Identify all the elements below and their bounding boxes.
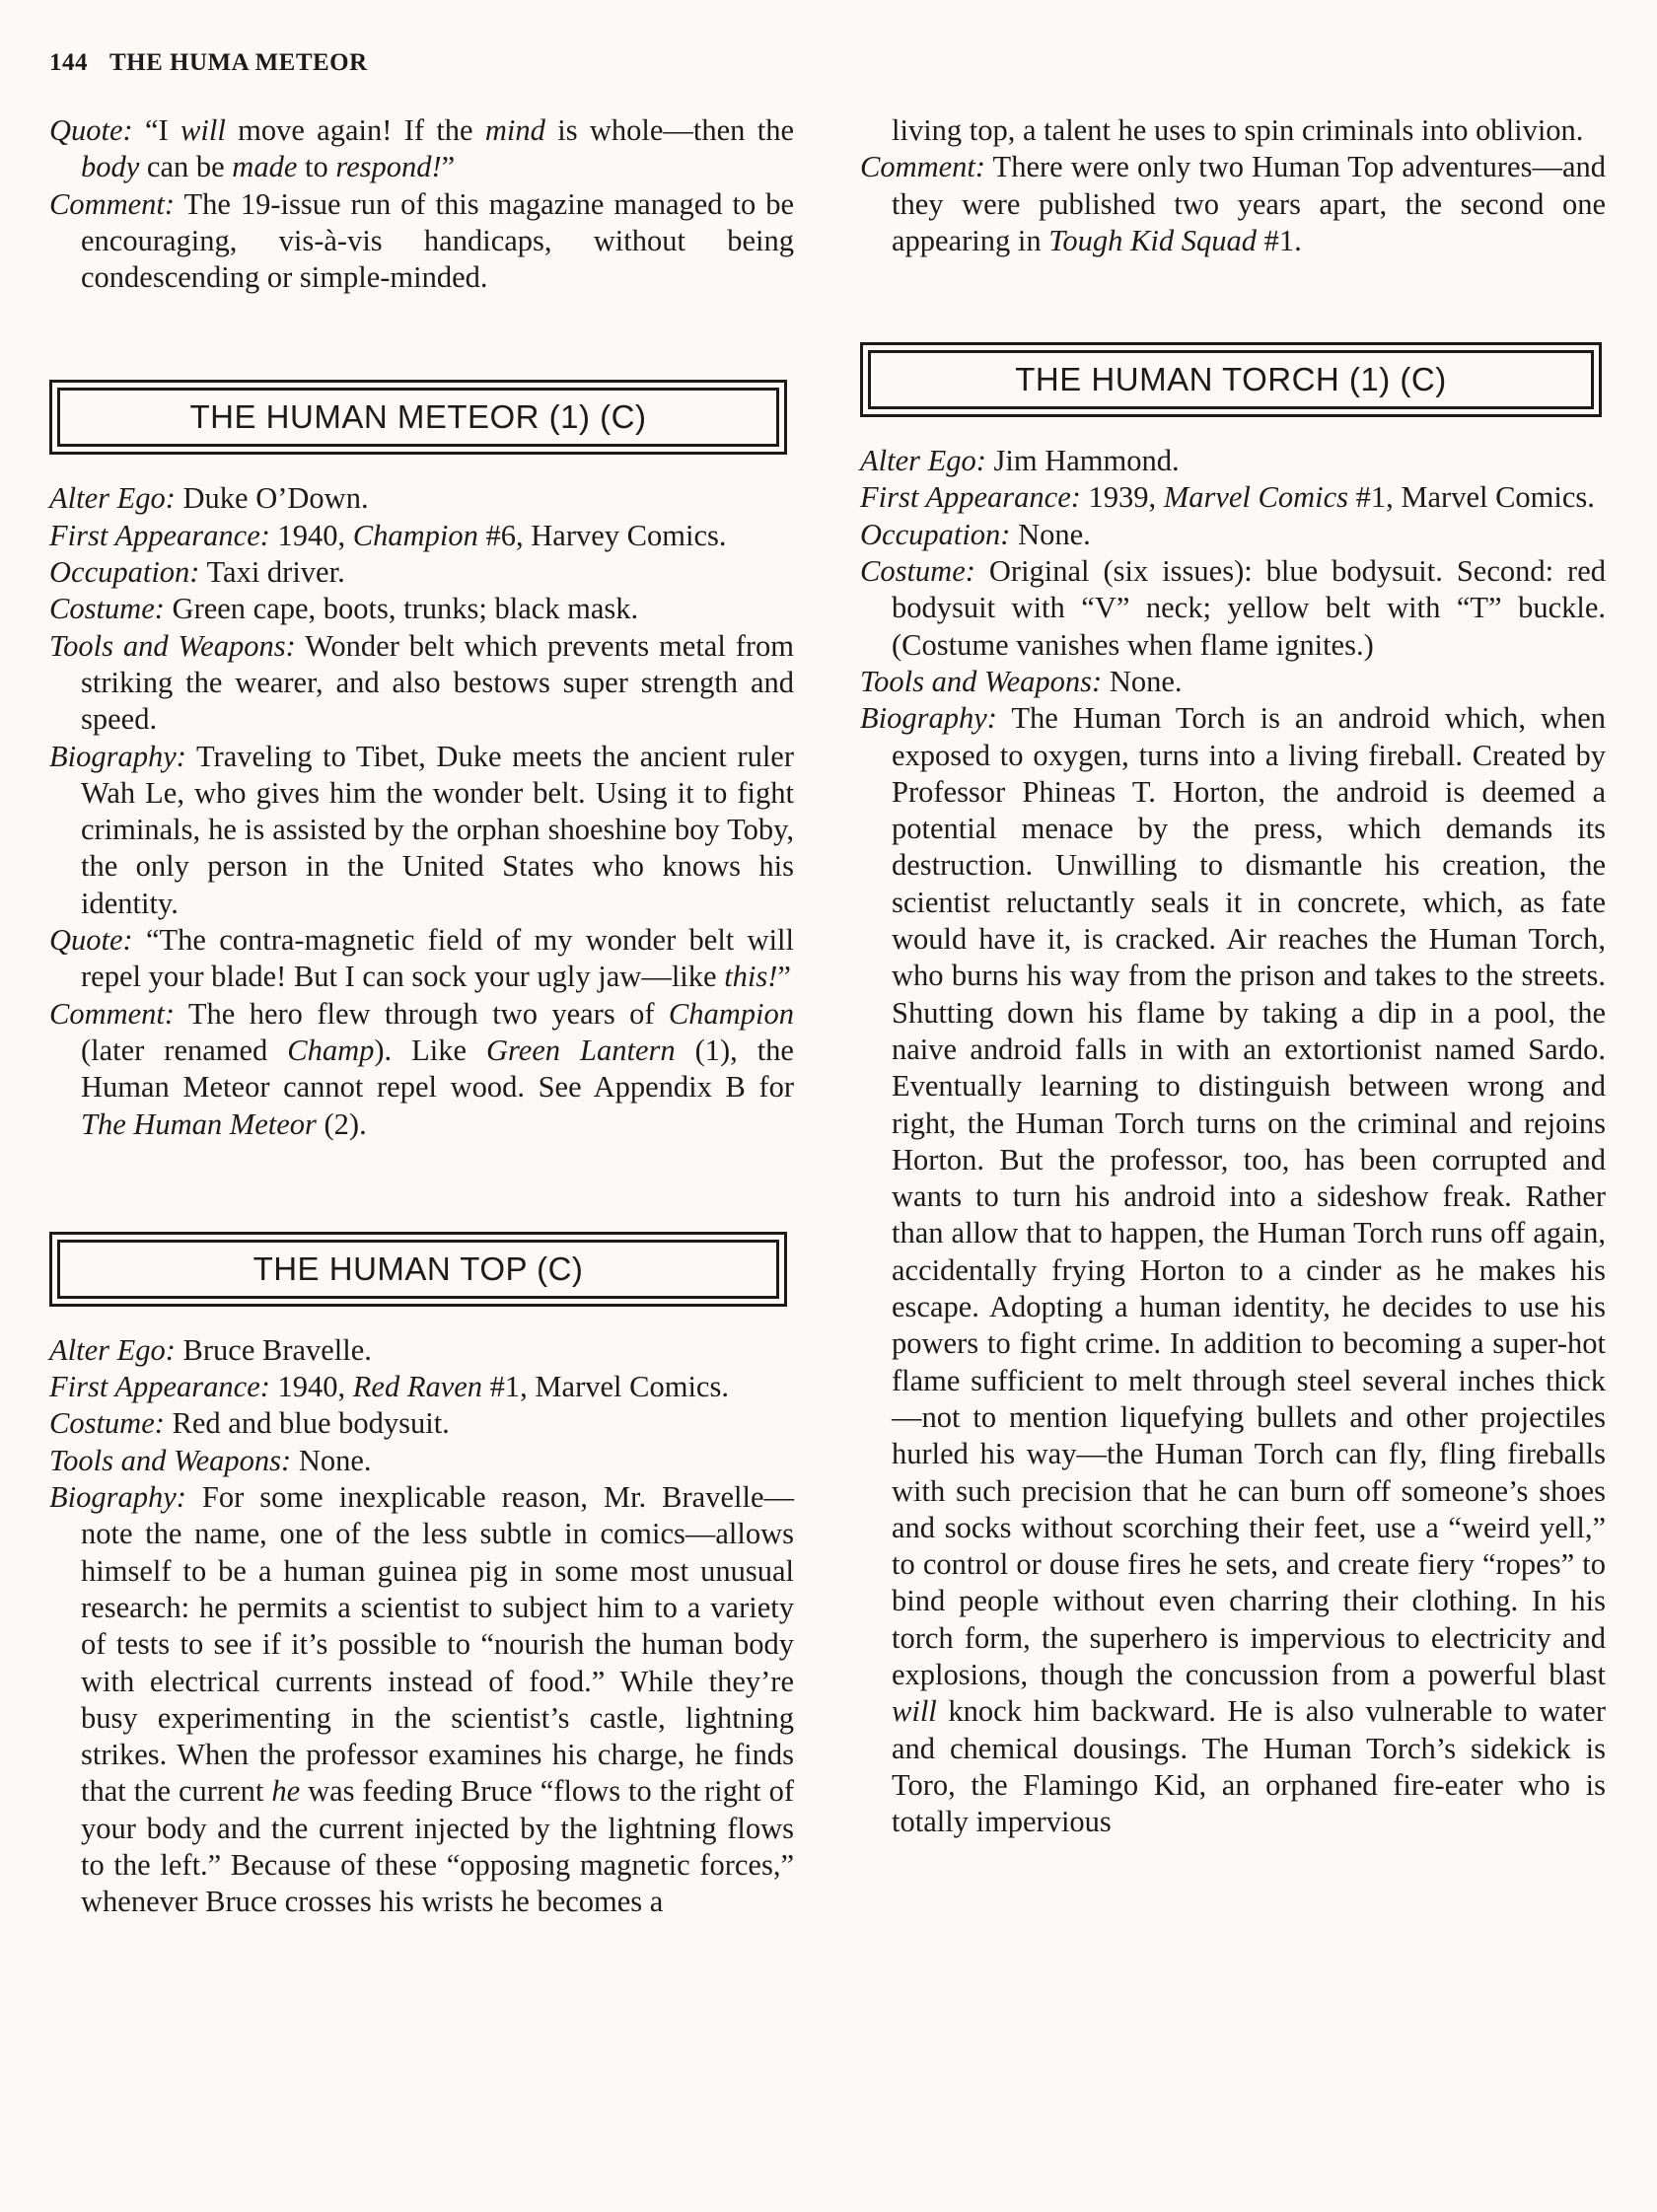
costume: Costume: Red and blue bodysuit. xyxy=(49,1406,450,1441)
section-heading: THE HUMAN TORCH (1) (C) xyxy=(868,350,1594,409)
human-torch-entry xyxy=(860,443,1606,1840)
field-label: Quote: xyxy=(49,113,133,147)
section-heading-box xyxy=(49,380,787,455)
paper-quote-entry: Quote: “I will move again! If the mind is whole—then the body can be made to respond!” xyxy=(49,113,794,184)
alter-ego: Alter Ego: Jim Hammond. xyxy=(860,444,1180,478)
running-title: THE HUMA METEOR xyxy=(109,49,368,76)
quote: Quote: “The contra-magnetic field of my wonder belt will repel your blade! But I can sock your ugly jaw—like this!” xyxy=(49,923,794,994)
occupation: Occupation: Taxi driver. xyxy=(49,555,345,590)
comment: Comment: There were only two Human Top adventures—and they were published two years apart, the second one appearing in Tough Kid Squad #1. xyxy=(860,150,1606,257)
page-number: 144 xyxy=(49,49,88,76)
running-head xyxy=(49,49,368,77)
human-meteor-entry xyxy=(49,480,794,1142)
comment-entry: Comment: The 19-issue run of this magazine managed to be encouraging, vis-à-vis handicaps, without being condescending or simple-minded. xyxy=(49,186,794,295)
section-heading-box xyxy=(49,1232,787,1307)
section-heading-box xyxy=(860,342,1602,417)
biography: Biography: The Human Torch is an android which, when exposed to oxygen, turns into a living fireball. Created by Professor Phineas T. Horton, the android is deemed a potential menace by the press, which demands its destruction. Unwilling to dismantle his creation, the scientist reluctantly seals it in concrete, which, as fate would have it, is cracked. Air reaches the Human Torch, who burns his way from the prison and takes to the streets. Shutting down his flame by taking a dip in a pool, the naive android falls in with an extortionist named Sardo. Eventually learning to distinguish between wrong and right, the Human Torch turns on the criminal and rejoins Horton. But the professor, too, has been corrupted and wants to turn his android into a sideshow freak. Rather than allow that to happen, the Human Torch runs off again, accidentally frying Horton to a cinder as he makes his escape. Adopting a human identity, he decides to use his powers to fight crime. In addition to becoming a super-hot flame sufficient to melt through steel several inches thick—not to mention liquefying bullets and other projectiles hurled his way—the Human Torch can fly, fling fireballs with such precision that he can burn off someone’s shoes and socks without scorching their feet, use a “weird yell,” to control or douse fires he sets, and create fiery “ropes” to bind people without even charring their clothing. In his torch form, the superhero is impervious to electricity and explosions, though the concussion from a powerful blast will knock him backward. He is also vulnerable to water and chemical dousings. The Human Torch’s sidekick is Toro, the Flamingo Kid, an orphaned fire-eater who is totally impervious xyxy=(860,701,1606,1839)
section-heading: THE HUMAN TOP (C) xyxy=(57,1240,779,1299)
first-appearance: First Appearance: 1940, Red Raven #1, Marvel Comics. xyxy=(49,1370,729,1404)
first-appearance: First Appearance: 1939, Marvel Comics #1, Marvel Comics. xyxy=(860,480,1595,515)
tools-and-weapons: Tools and Weapons: None. xyxy=(49,1443,372,1477)
comment: Comment: The hero flew through two years of Champion (later renamed Champ). Like Green Lantern (1), the Human Meteor cannot repel wood. See Appendix B for The Human Meteor (2). xyxy=(49,996,794,1141)
human-top-entry xyxy=(49,1332,794,1921)
alter-ego: Alter Ego: Bruce Bravelle. xyxy=(49,1332,372,1367)
section-heading: THE HUMAN METEOR (1) (C) xyxy=(57,388,779,447)
continued-text: living top, a talent he uses to spin criminals into oblivion. xyxy=(892,113,1584,147)
tools-and-weapons: Tools and Weapons: Wonder belt which prevents metal from striking the wearer, and also bestows super strength and speed. xyxy=(49,628,794,737)
occupation: Occupation: None. xyxy=(860,517,1091,551)
alter-ego: Alter Ego: Duke O’Down. xyxy=(49,481,369,516)
right-column xyxy=(860,112,1606,1840)
field-label: Comment: xyxy=(49,186,176,221)
biography: Biography: For some inexplicable reason, Mr. Bravelle—note the name, one of the less subtle in comics—allows himself to be a human guinea pig in some most unusual research: he permits a scientist to subject him to a variety of tests to see if it’s possible to “nourish the human body with electrical currents instead of food.” While they’re busy experimenting in the scientist’s castle, lightning strikes. When the professor examines his charge, he finds that the current he was feeding Bruce “flows to the right of your body and the current injected by the lightning flows to the left.” Because of these “opposing magnetic forces,” whenever Bruce crosses his wrists he becomes a xyxy=(49,1480,794,1919)
biography: Biography: Traveling to Tibet, Duke meets the ancient ruler Wah Le, who gives him the wonder belt. Using it to fight criminals, he is assisted by the orphan shoeshine boy Toby, the only person in the United States who knows his identity. xyxy=(49,739,794,920)
first-appearance: First Appearance: 1940, Champion #6, Harvey Comics. xyxy=(49,518,727,552)
costume: Costume: Green cape, boots, trunks; black mask. xyxy=(49,592,639,626)
left-column xyxy=(49,112,794,1921)
tools-and-weapons: Tools and Weapons: None. xyxy=(860,664,1183,698)
costume: Costume: Original (six issues): blue bodysuit. Second: red bodysuit with “V” neck; yellow belt with “T” buckle. (Costume vanishes when flame ignites.) xyxy=(860,554,1606,662)
